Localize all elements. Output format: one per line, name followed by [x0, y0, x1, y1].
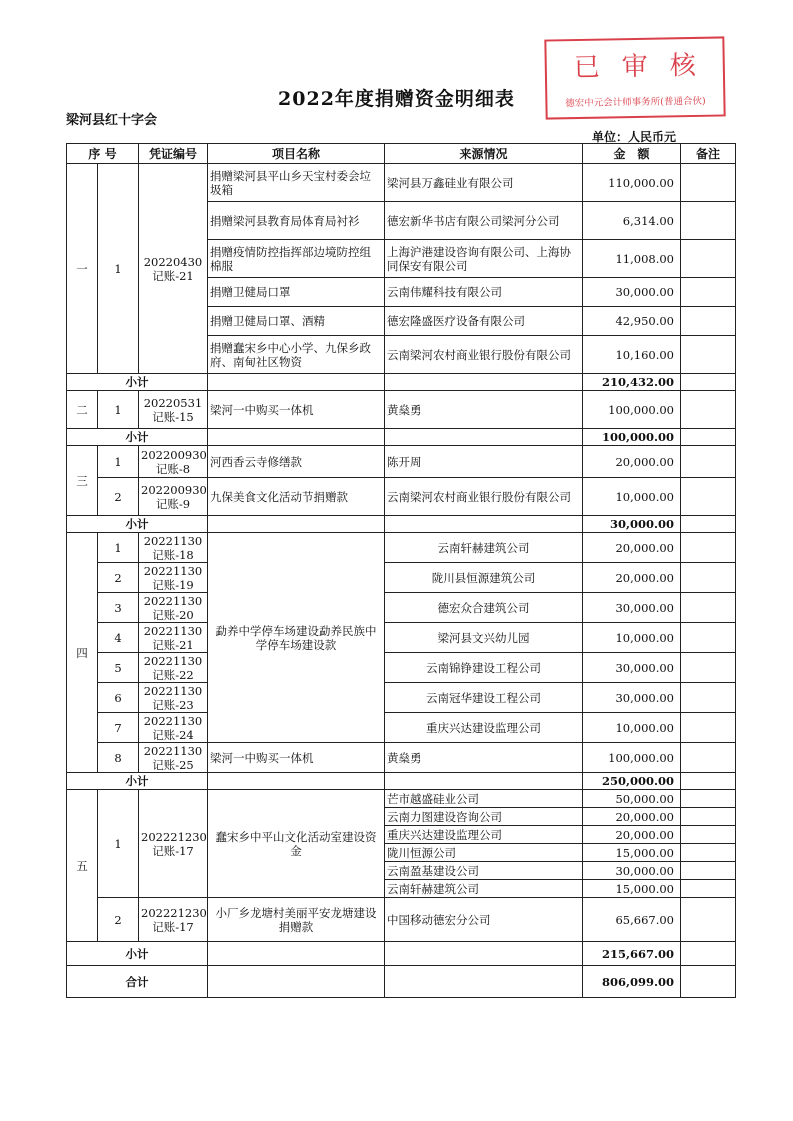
amount: 15,000.00 [583, 880, 681, 898]
currency-unit: 单位：人民币元 [592, 130, 677, 144]
note-cell [681, 164, 736, 202]
amount: 30,000.00 [583, 278, 681, 307]
source-name: 黄燊勇 [385, 743, 583, 773]
table-row [67, 164, 736, 202]
note-cell [681, 374, 736, 391]
source-name: 梁河县万鑫硅业有限公司 [385, 164, 583, 202]
group-number: 三 [67, 446, 98, 516]
table-row [67, 593, 736, 623]
voucher-number: 202221230 记账-17 [139, 790, 208, 898]
voucher-number: 20221130 记账-19 [139, 563, 208, 593]
project-name: 捐赠卫健局口罩 [208, 278, 385, 307]
note-cell [681, 593, 736, 623]
table-header-row [67, 144, 736, 164]
header-amount: 金 额 [583, 144, 681, 164]
source-name: 德宏众合建筑公司 [385, 593, 583, 623]
note-cell [681, 826, 736, 844]
item-number: 5 [98, 653, 139, 683]
note-cell [681, 391, 736, 429]
donation-table [66, 143, 736, 998]
note-cell [681, 446, 736, 478]
amount: 30,000.00 [583, 653, 681, 683]
item-number: 6 [98, 683, 139, 713]
voucher-number: 20221130 记账-24 [139, 713, 208, 743]
amount: 20,000.00 [583, 533, 681, 563]
empty-cell [385, 516, 583, 533]
amount: 15,000.00 [583, 844, 681, 862]
project-name: 捐赠梁河县教育局体育局衬衫 [208, 202, 385, 240]
empty-cell [385, 429, 583, 446]
project-name: 勐养中学停车场建设勐养民族中学停车场建设款 [208, 533, 385, 743]
table-row [67, 623, 736, 653]
empty-cell [208, 942, 385, 966]
subtotal-row [67, 942, 736, 966]
organization-name: 梁河县红十字会 [66, 113, 158, 128]
empty-cell [208, 429, 385, 446]
source-name: 陇川县恒源建筑公司 [385, 563, 583, 593]
item-number: 4 [98, 623, 139, 653]
table-row [67, 898, 736, 942]
subtotal-row [67, 773, 736, 790]
note-cell [681, 516, 736, 533]
amount: 100,000.00 [583, 743, 681, 773]
item-number: 1 [98, 446, 139, 478]
source-name: 云南伟耀科技有限公司 [385, 278, 583, 307]
amount: 10,160.00 [583, 336, 681, 374]
subtotal-amount: 250,000.00 [583, 773, 681, 790]
empty-cell [208, 966, 385, 998]
table-row [67, 391, 736, 429]
note-cell [681, 533, 736, 563]
voucher-number: 20221130 记账-21 [139, 623, 208, 653]
amount: 6,314.00 [583, 202, 681, 240]
source-name: 芒市越盛硅业公司 [385, 790, 583, 808]
amount: 10,000.00 [583, 713, 681, 743]
total-row [67, 966, 736, 998]
source-name: 重庆兴达建设监理公司 [385, 826, 583, 844]
total-amount: 806,099.00 [583, 966, 681, 998]
note-cell [681, 880, 736, 898]
subtotal-label: 小计 [67, 516, 208, 533]
header-source: 来源情况 [385, 144, 583, 164]
project-name: 小厂乡龙塘村美丽平安龙塘建设捐赠款 [208, 898, 385, 942]
subtotal-amount: 210,432.00 [583, 374, 681, 391]
project-name: 捐赠卫健局口罩、酒精 [208, 307, 385, 336]
item-number: 2 [98, 563, 139, 593]
voucher-number: 20220430 记账-21 [139, 164, 208, 374]
subtotal-label: 小计 [67, 942, 208, 966]
table-row [67, 683, 736, 713]
source-name: 云南梁河农村商业银行股份有限公司 [385, 336, 583, 374]
voucher-number: 20221130 记账-18 [139, 533, 208, 563]
amount: 50,000.00 [583, 790, 681, 808]
note-cell [681, 429, 736, 446]
note-cell [681, 898, 736, 942]
empty-cell [385, 942, 583, 966]
item-number: 8 [98, 743, 139, 773]
table-row [67, 446, 736, 478]
source-name: 云南锦铮建设工程公司 [385, 653, 583, 683]
table-row [67, 563, 736, 593]
project-name: 捐赠疫情防控指挥部边境防控组棉服 [208, 240, 385, 278]
note-cell [681, 202, 736, 240]
amount: 11,008.00 [583, 240, 681, 278]
item-number: 1 [98, 391, 139, 429]
note-cell [681, 623, 736, 653]
note-cell [681, 478, 736, 516]
source-name: 云南力图建设咨询公司 [385, 808, 583, 826]
source-name: 云南冠华建设工程公司 [385, 683, 583, 713]
item-number: 2 [98, 478, 139, 516]
stamp-firm-text: 德宏中元会计师事务所(普通合伙) [565, 95, 706, 110]
amount: 110,000.00 [583, 164, 681, 202]
note-cell [681, 862, 736, 880]
group-number: 一 [67, 164, 98, 374]
empty-cell [208, 773, 385, 790]
amount: 20,000.00 [583, 826, 681, 844]
subtotal-amount: 215,667.00 [583, 942, 681, 966]
note-cell [681, 653, 736, 683]
table-row [67, 790, 736, 808]
voucher-number: 20221130 记账-22 [139, 653, 208, 683]
subtotal-label: 小计 [67, 429, 208, 446]
subtotal-amount: 30,000.00 [583, 516, 681, 533]
project-name: 捐赠蠢宋乡中心小学、九保乡政府、南甸社区物资 [208, 336, 385, 374]
subtotal-row [67, 374, 736, 391]
source-name: 中国移动德宏分公司 [385, 898, 583, 942]
header-voucher: 凭证编号 [139, 144, 208, 164]
item-number: 7 [98, 713, 139, 743]
project-name: 梁河一中购买一体机 [208, 391, 385, 429]
group-number: 四 [67, 533, 98, 773]
source-name: 黄燊勇 [385, 391, 583, 429]
project-name: 蠢宋乡中平山文化活动室建设资金 [208, 790, 385, 898]
subtotal-row [67, 516, 736, 533]
page-title: 2022年度捐赠资金明细表 [278, 88, 515, 110]
note-cell [681, 683, 736, 713]
note-cell [681, 278, 736, 307]
table-row [67, 653, 736, 683]
amount: 65,667.00 [583, 898, 681, 942]
project-name: 梁河一中购买一体机 [208, 743, 385, 773]
empty-cell [385, 966, 583, 998]
table-row [67, 713, 736, 743]
voucher-number: 20221130 记账-20 [139, 593, 208, 623]
subtotal-label: 小计 [67, 773, 208, 790]
source-name: 德宏新华书店有限公司梁河分公司 [385, 202, 583, 240]
group-number: 二 [67, 391, 98, 429]
subtotal-label: 小计 [67, 374, 208, 391]
stamp-main-text: 已审核 [573, 50, 719, 84]
source-name: 云南轩赫建筑公司 [385, 533, 583, 563]
source-name: 德宏隆盛医疗设备有限公司 [385, 307, 583, 336]
total-label: 合计 [67, 966, 208, 998]
header-project: 项目名称 [208, 144, 385, 164]
source-name: 梁河县文兴幼儿园 [385, 623, 583, 653]
note-cell [681, 844, 736, 862]
amount: 30,000.00 [583, 683, 681, 713]
note-cell [681, 743, 736, 773]
source-name: 云南盈基建设公司 [385, 862, 583, 880]
item-number: 1 [98, 790, 139, 898]
source-name: 陈开周 [385, 446, 583, 478]
amount: 10,000.00 [583, 478, 681, 516]
note-cell [681, 336, 736, 374]
subtotal-amount: 100,000.00 [583, 429, 681, 446]
voucher-number: 20221130 记账-25 [139, 743, 208, 773]
amount: 100,000.00 [583, 391, 681, 429]
amount: 30,000.00 [583, 862, 681, 880]
source-name: 重庆兴达建设监理公司 [385, 713, 583, 743]
note-cell [681, 307, 736, 336]
project-name: 捐赠梁河县平山乡天宝村委会垃圾箱 [208, 164, 385, 202]
amount: 20,000.00 [583, 808, 681, 826]
empty-cell [208, 516, 385, 533]
note-cell [681, 966, 736, 998]
group-number: 五 [67, 790, 98, 942]
project-name: 九保美食文化活动节捐赠款 [208, 478, 385, 516]
voucher-number: 202221230 记账-17 [139, 898, 208, 942]
note-cell [681, 790, 736, 808]
note-cell [681, 773, 736, 790]
amount: 20,000.00 [583, 563, 681, 593]
item-number: 1 [98, 533, 139, 563]
table-row [67, 743, 736, 773]
amount: 42,950.00 [583, 307, 681, 336]
table-row [67, 478, 736, 516]
item-number: 2 [98, 898, 139, 942]
note-cell [681, 563, 736, 593]
note-cell [681, 713, 736, 743]
empty-cell [385, 773, 583, 790]
empty-cell [208, 374, 385, 391]
note-cell [681, 942, 736, 966]
voucher-number: 20221130 记账-23 [139, 683, 208, 713]
amount: 10,000.00 [583, 623, 681, 653]
project-name: 河西香云寺修缮款 [208, 446, 385, 478]
source-name: 云南轩赫建筑公司 [385, 880, 583, 898]
source-name: 云南梁河农村商业银行股份有限公司 [385, 478, 583, 516]
table-row [67, 533, 736, 563]
item-number: 3 [98, 593, 139, 623]
amount: 30,000.00 [583, 593, 681, 623]
voucher-number: 202200930 记账-9 [139, 478, 208, 516]
voucher-number: 20220531 记账-15 [139, 391, 208, 429]
item-number: 1 [98, 164, 139, 374]
header-note: 备注 [681, 144, 736, 164]
subtotal-row [67, 429, 736, 446]
source-name: 陇川恒源公司 [385, 844, 583, 862]
amount: 20,000.00 [583, 446, 681, 478]
note-cell [681, 240, 736, 278]
note-cell [681, 808, 736, 826]
voucher-number: 202200930 记账-8 [139, 446, 208, 478]
header-seq: 序 号 [67, 144, 139, 164]
empty-cell [385, 374, 583, 391]
source-name: 上海沪港建设咨询有限公司、上海协同保安有限公司 [385, 240, 583, 278]
